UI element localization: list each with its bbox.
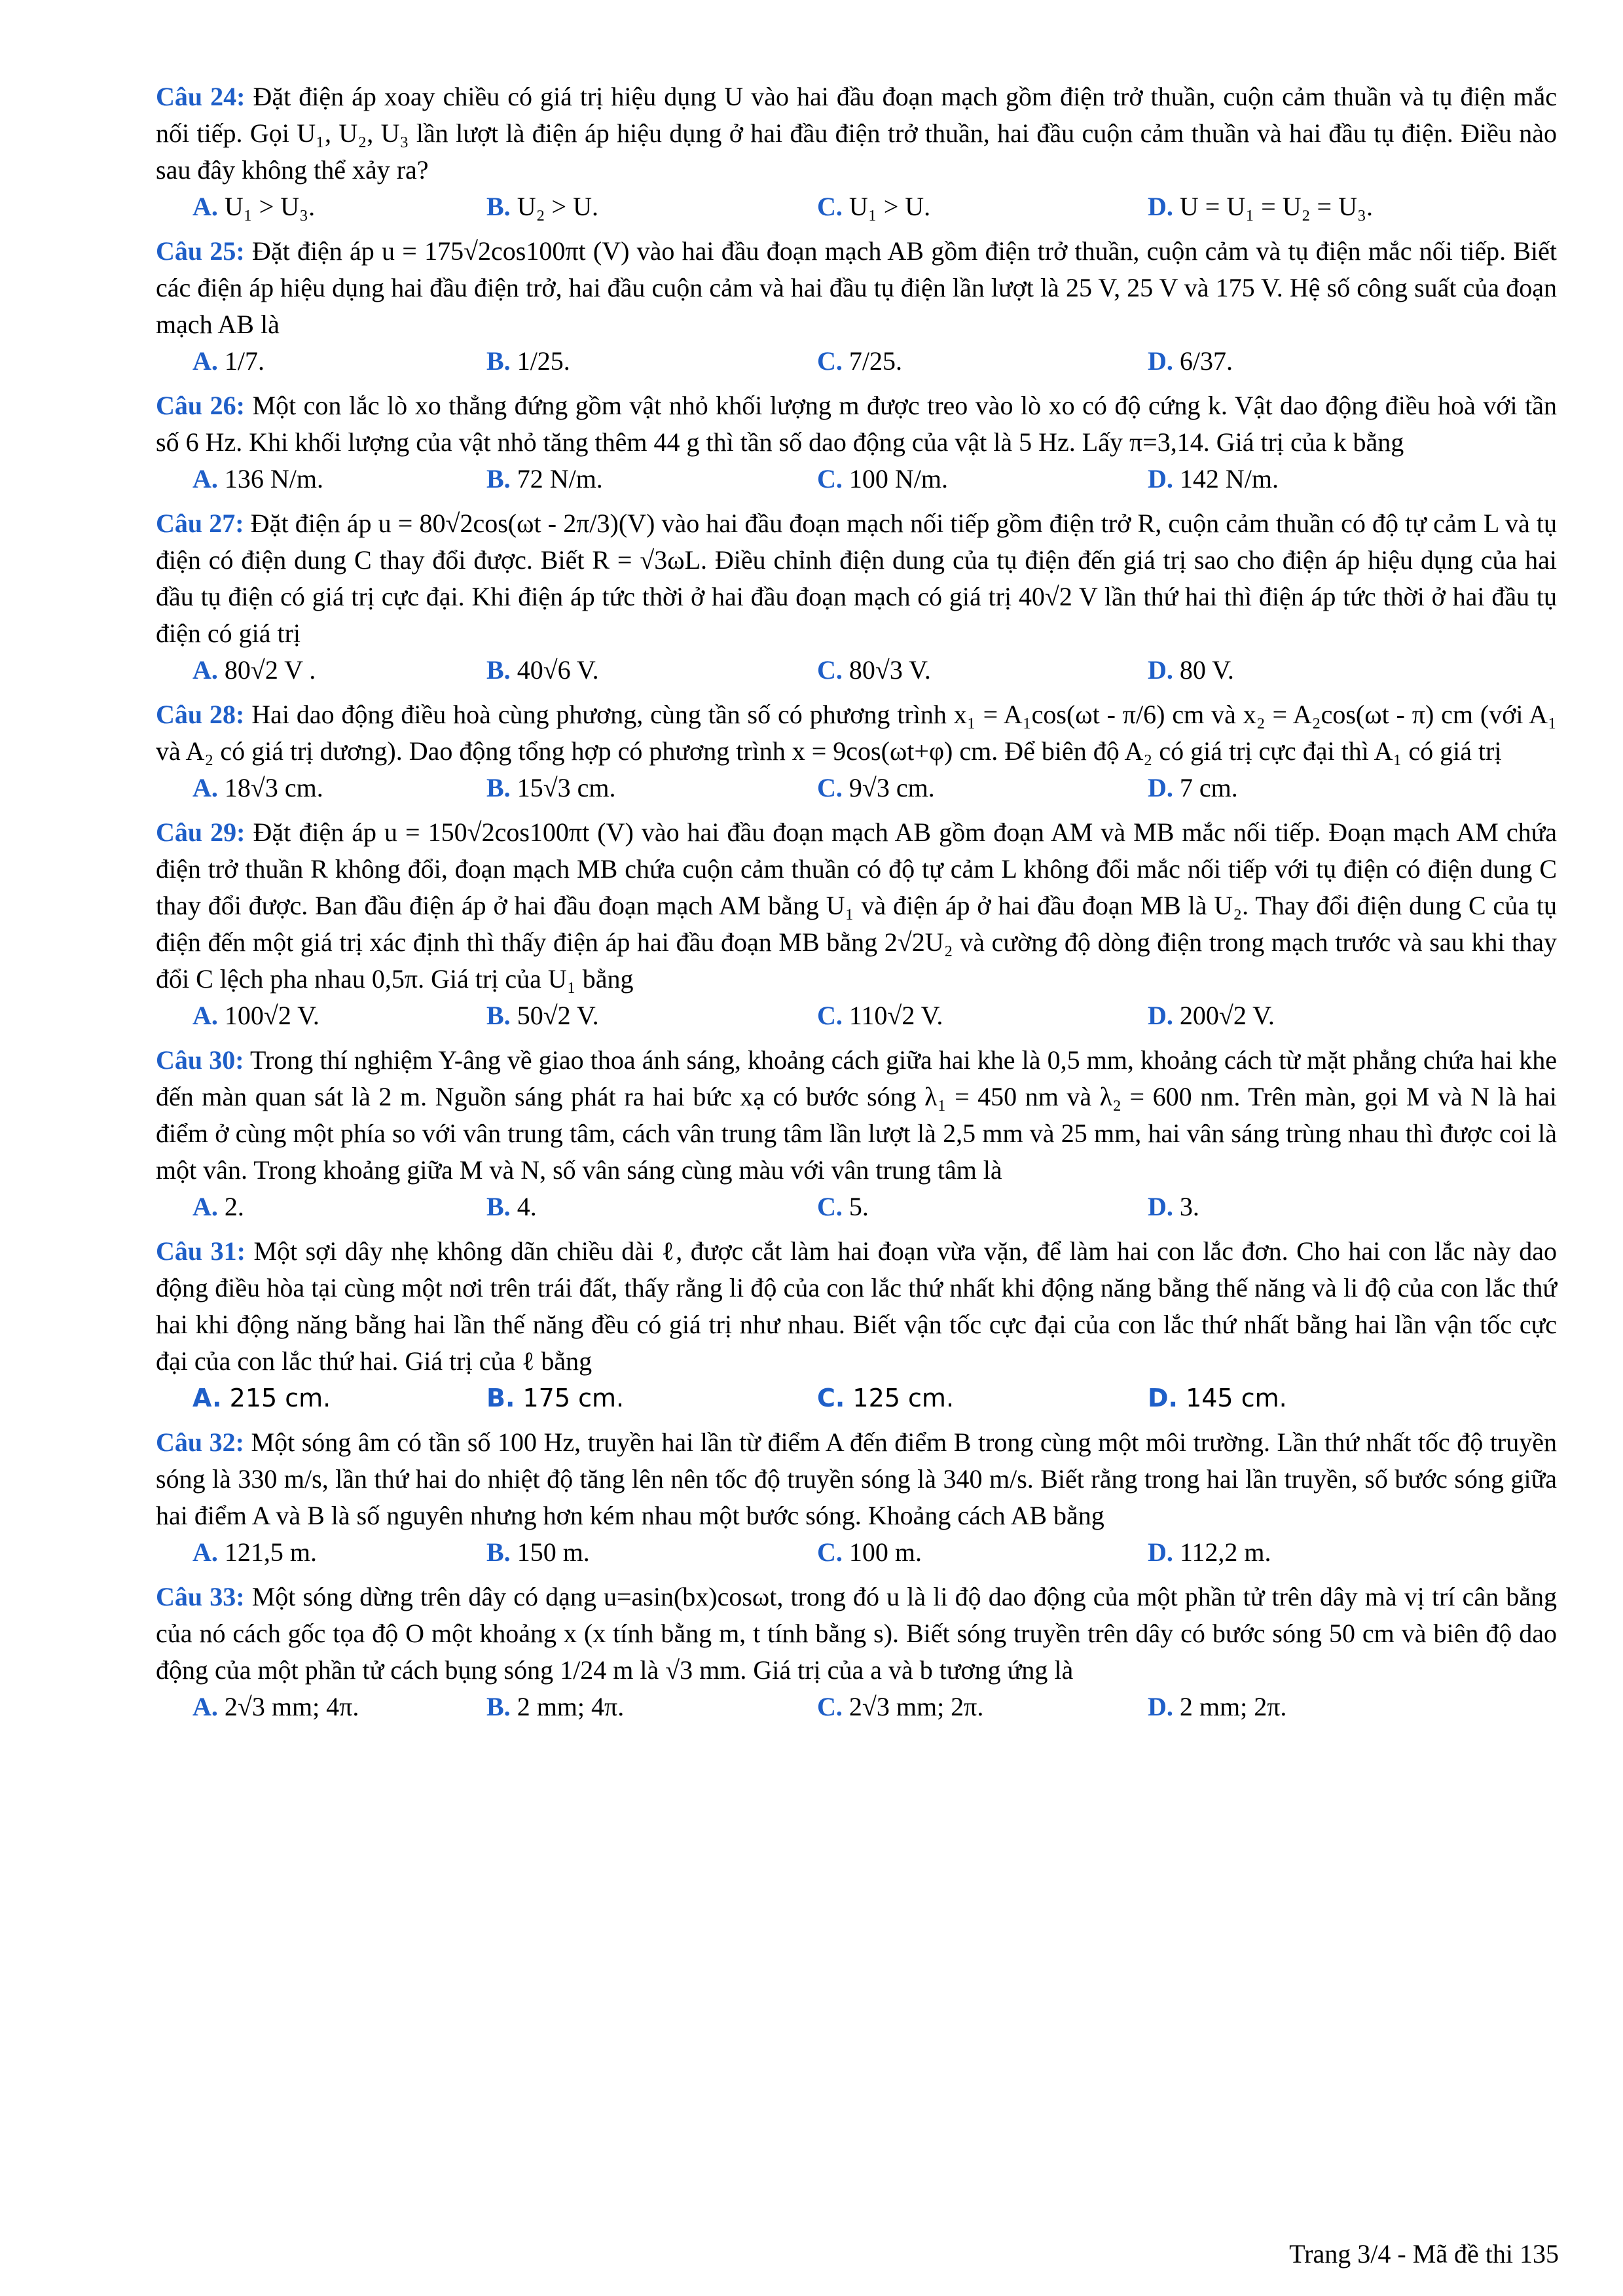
option-a[interactable]: A. 136 N/m. — [192, 464, 324, 493]
option-a[interactable]: A. 215 cm. — [192, 1384, 331, 1412]
option-a[interactable]: A. 18√3 cm. — [192, 773, 323, 802]
answer-row — [156, 770, 1557, 806]
option-b[interactable]: B. 15√3 cm. — [486, 773, 616, 802]
option-d[interactable]: D. 6/37. — [1148, 346, 1233, 376]
option-d[interactable]: D. 145 cm. — [1148, 1384, 1287, 1412]
question-text: Đặt điện áp xoay chiều có giá trị hiệu dụng U vào hai đầu đoạn mạch gồm điện trở thuần, cuộn cảm thuần và tụ điện mắc nối tiếp. Gọi U₁, U₂, U₃ lần lượt là điện áp hiệu dụng ở hai đầu điện trở thuần, hai đầu cuộn cảm thuần và hai đầu tụ điện. Điều nào sau đây không thể xảy ra? — [156, 82, 1558, 185]
option-d[interactable]: D. 142 N/m. — [1148, 464, 1279, 493]
option-b[interactable]: B. 175 cm. — [486, 1384, 625, 1412]
question-label: Câu 31: — [156, 1236, 246, 1266]
question-text: Đặt điện áp u = 80√2cos(ωt - 2π/3)(V) vào hai đầu đoạn mạch nối tiếp gồm điện trở R, cuộn cảm thuần có độ tự cảm L và tụ điện có điện dung C thay đổi được. Biết R = √3ωL. Điều chỉnh điện dung của tụ điện đến giá trị sao cho điện áp hiệu dụng của hai đầu tụ điện có giá trị cực đại. Khi điện áp tức thời ở hai đầu đoạn mạch có giá trị 40√2 V lần thứ hai thì điện áp tức thời ở hai đầu tụ điện có giá trị — [156, 509, 1558, 648]
option-b[interactable]: B. 1/25. — [486, 346, 570, 376]
option-a[interactable]: A. 100√2 V. — [192, 1001, 319, 1030]
question-text: Hai dao động điều hoà cùng phương, cùng tần số có phương trình x₁ = A₁cos(ωt - π/6) cm và x₂ = A₂cos(ωt - π) cm (với A₁ và A₂ có giá trị dương). Dao động tổng hợp có phương trình x = 9cos(ωt+φ) cm. Để biên độ A₂ có giá trị cực đại thì A₁ có giá trị — [156, 700, 1558, 766]
option-c[interactable]: C. 80√3 V. — [817, 655, 931, 685]
question-30 — [156, 1042, 1557, 1189]
option-c[interactable]: C. 100 N/m. — [817, 464, 949, 493]
question-label: Câu 24: — [156, 82, 246, 111]
option-d[interactable]: D. 7 cm. — [1148, 773, 1238, 802]
answer-row — [156, 652, 1557, 689]
option-a[interactable]: A. 80√2 V . — [192, 655, 316, 685]
option-b[interactable]: B. 4. — [486, 1192, 537, 1221]
option-c[interactable]: C. 100 m. — [817, 1537, 922, 1567]
option-c[interactable]: C. 5. — [817, 1192, 869, 1221]
option-a[interactable]: A. 1/7. — [192, 346, 265, 376]
option-b[interactable]: B. 50√2 V. — [486, 1001, 599, 1030]
question-26 — [156, 387, 1557, 461]
question-27 — [156, 505, 1557, 652]
answer-row — [156, 188, 1557, 225]
question-label: Câu 25: — [156, 236, 245, 266]
option-b[interactable]: B. 40√6 V. — [486, 655, 599, 685]
option-a[interactable]: A. 2√3 mm; 4π. — [192, 1692, 359, 1721]
question-28 — [156, 696, 1557, 770]
question-32 — [156, 1424, 1557, 1534]
question-29 — [156, 814, 1557, 997]
question-text: Một con lắc lò xo thẳng đứng gồm vật nhỏ khối lượng m được treo vào lò xo có độ cứng k. Vật dao động điều hoà với tần số 6 Hz. Khi khối lượng của vật nhỏ tăng thêm 44 g thì tần số dao động của vật là 5 Hz. Lấy π=3,14. Giá trị của k bằng — [156, 391, 1558, 457]
question-25 — [156, 233, 1557, 343]
option-d[interactable]: D. 200√2 V. — [1148, 1001, 1275, 1030]
question-24 — [156, 79, 1557, 188]
question-label: Câu 30: — [156, 1045, 244, 1075]
question-33 — [156, 1579, 1557, 1689]
answer-row — [156, 1380, 1557, 1416]
exam-page — [156, 79, 1557, 1733]
answer-row — [156, 343, 1557, 380]
question-label: Câu 32: — [156, 1427, 244, 1457]
option-c[interactable]: C. 9√3 cm. — [817, 773, 935, 802]
option-b[interactable]: B. 150 m. — [486, 1537, 590, 1567]
question-label: Câu 33: — [156, 1582, 245, 1611]
question-label: Câu 26: — [156, 391, 245, 420]
option-d[interactable]: D. 3. — [1148, 1192, 1199, 1221]
question-text: Trong thí nghiệm Y-âng về giao thoa ánh sáng, khoảng cách giữa hai khe là 0,5 mm, khoảng cách từ mặt phẳng chứa hai khe đến màn quan sát là 2 m. Nguồn sáng phát ra hai bức xạ có bước sóng λ₁ = 450 nm và λ₂ = 600 nm. Trên màn, gọi M và N là hai điểm ở cùng một phía so với vân trung tâm, cách vân trung tâm lần lượt là 2,5 mm và 25 mm, hai vân sáng trùng nhau thì được coi là một vân. Trong khoảng giữa M và N, số vân sáng cùng màu với vân trung tâm là — [156, 1045, 1558, 1185]
option-a[interactable]: A. 121,5 m. — [192, 1537, 318, 1567]
question-text: Một sóng dừng trên dây có dạng u=asin(bx)cosωt, trong đó u là li độ dao động của một phần tử trên dây mà vị trí cân bằng của nó cách gốc tọa độ O một khoảng x (x tính bằng m, t tính bằng s). Biết sóng truyền trên dây có bước sóng 50 cm và biên độ dao động của một phần tử cách bụng sóng 1/24 m là √3 mm. Giá trị của a và b tương ứng là — [156, 1582, 1558, 1685]
question-31 — [156, 1233, 1557, 1380]
option-a[interactable]: A. 2. — [192, 1192, 244, 1221]
question-label: Câu 27: — [156, 509, 244, 538]
option-d[interactable]: D. 2 mm; 2π. — [1148, 1692, 1287, 1721]
question-label: Câu 28: — [156, 700, 245, 729]
option-c[interactable]: C. 7/25. — [817, 346, 903, 376]
option-d[interactable]: D. U = U₁ = U₂ = U₃. — [1148, 192, 1373, 221]
answer-row — [156, 1689, 1557, 1725]
question-text: Đặt điện áp u = 150√2cos100πt (V) vào hai đầu đoạn mạch AB gồm đoạn AM và MB mắc nối tiếp. Đoạn mạch AM chứa điện trở thuần R không đổi, đoạn mạch MB chứa cuộn cảm thuần có độ tự cảm L không đổi mắc nối tiếp với tụ điện có điện dung C thay đổi được. Ban đầu điện áp ở hai đầu đoạn mạch AM bằng U₁ và điện áp ở hai đầu đoạn MB là U₂. Thay đổi điện dung C của tụ điện đến một giá trị xác định thì thấy điện áp hai đầu đoạn MB bằng 2√2U₂ và cường độ dòng điện trong mạch trước và sau khi thay đổi C lệch pha nhau 0,5π. Giá trị của U₁ bằng — [156, 817, 1558, 994]
option-c[interactable]: C. 125 cm. — [817, 1384, 955, 1412]
option-c[interactable]: C. 110√2 V. — [817, 1001, 943, 1030]
answer-row — [156, 997, 1557, 1034]
question-text: Đặt điện áp u = 175√2cos100πt (V) vào hai đầu đoạn mạch AB gồm điện trở thuần, cuộn cảm và tụ điện mắc nối tiếp. Biết các điện áp hiệu dụng hai đầu điện trở, hai đầu cuộn cảm và hai đầu tụ điện lần lượt là 25 V, 25 V và 175 V. Hệ số công suất của đoạn mạch AB là — [156, 236, 1558, 339]
option-d[interactable]: D. 80 V. — [1148, 655, 1234, 685]
answer-row — [156, 461, 1557, 497]
option-c[interactable]: C. U₁ > U. — [817, 192, 931, 221]
option-d[interactable]: D. 112,2 m. — [1148, 1537, 1271, 1567]
option-b[interactable]: B. 2 mm; 4π. — [486, 1692, 625, 1721]
question-text: Một sóng âm có tần số 100 Hz, truyền hai lần từ điểm A đến điểm B trong cùng một môi trường. Lần thứ nhất tốc độ truyền sóng là 330 m/s, lần thứ hai do nhiệt độ tăng lên nên tốc độ truyền sóng là 340 m/s. Biết rằng trong hai lần truyền, số bước sóng giữa hai điểm A và B là số nguyên nhưng hơn kém nhau một bước sóng. Khoảng cách AB bằng — [156, 1427, 1558, 1530]
option-b[interactable]: B. U₂ > U. — [486, 192, 598, 221]
answer-row — [156, 1534, 1557, 1571]
question-text: Một sợi dây nhẹ không dãn chiều dài ℓ, được cắt làm hai đoạn vừa vặn, để làm hai con lắc đơn. Cho hai con lắc này dao động điều hòa tại cùng một nơi trên trái đất, thấy rằng li độ của con lắc thứ nhất khi động năng bằng thế năng và li độ của con lắc thứ hai khi động năng bằng hai lần thế năng đều có giá trị như nhau. Biết vận tốc cực đại của con lắc thứ nhất bằng hai lần vận tốc cực đại của con lắc thứ hai. Giá trị của ℓ bằng — [156, 1236, 1558, 1376]
option-a[interactable]: A. U₁ > U₃. — [192, 192, 316, 221]
page-footer: Trang 3/4 - Mã đề thi 135 — [1289, 2239, 1559, 2269]
question-label: Câu 29: — [156, 817, 246, 847]
option-b[interactable]: B. 72 N/m. — [486, 464, 603, 493]
answer-row — [156, 1189, 1557, 1225]
option-c[interactable]: C. 2√3 mm; 2π. — [817, 1692, 984, 1721]
